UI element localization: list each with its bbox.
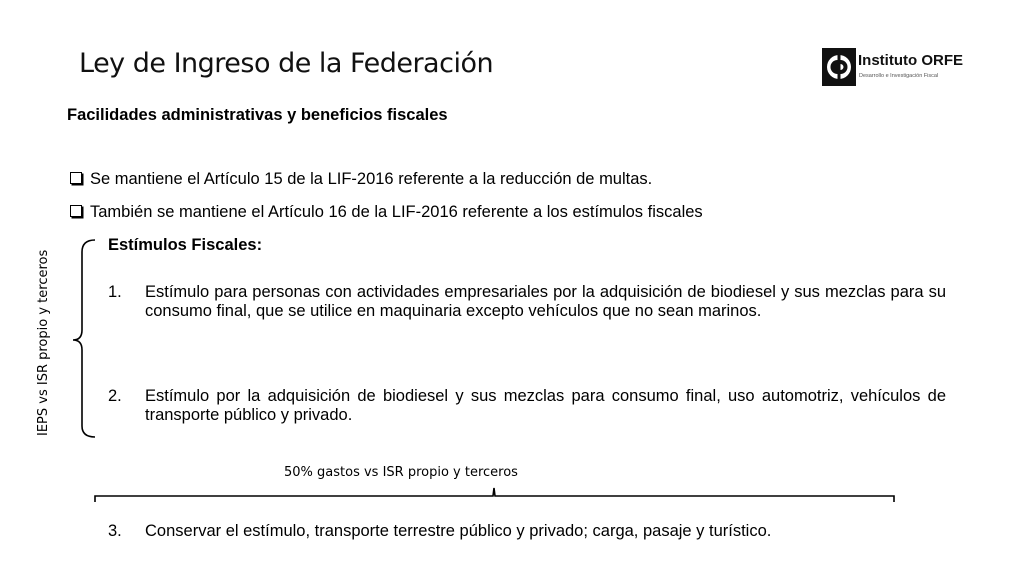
side-annotation-label: IEPS vs ISR propio y terceros [36, 249, 51, 436]
item-text: Conservar el estímulo, transporte terrestre público y privado; carga, pasaje y turístico. [145, 522, 772, 540]
logo-name: Instituto ORFE [858, 52, 963, 69]
slide-title: Ley de Ingreso de la Federación [79, 48, 494, 79]
bullet-text: Se mantiene el Artículo 15 de la LIF-2016 referente a la reducción de multas. [90, 170, 653, 188]
item-number: 2. [108, 387, 122, 405]
estimulos-heading: Estímulos Fiscales: [108, 236, 263, 254]
left-brace-icon [73, 240, 95, 437]
item-number: 3. [108, 522, 122, 540]
bottom-brace-icon [95, 488, 894, 502]
bullet-text: También se mantiene el Artículo 16 de la LIF-2016 referente a los estímulos fiscales [90, 203, 703, 221]
item-number: 1. [108, 283, 122, 301]
item-text: Estímulo para personas con actividades empresariales por la adquisición de biodiesel y sus mezclas para su consumo final, que se utilice en maquinaria excepto vehículos que no sean marinos. [145, 283, 946, 320]
logo-tagline: Desarrollo e Investigación Fiscal [859, 73, 939, 79]
section-subtitle: Facilidades administrativas y beneficios fiscales [67, 106, 448, 124]
brace-annotation-label: 50% gastos vs ISR propio y terceros [284, 465, 518, 480]
item-text: Estímulo por la adquisición de biodiesel y sus mezclas para consumo final, uso automotriz, vehículos de transporte público y privado. [145, 387, 946, 424]
